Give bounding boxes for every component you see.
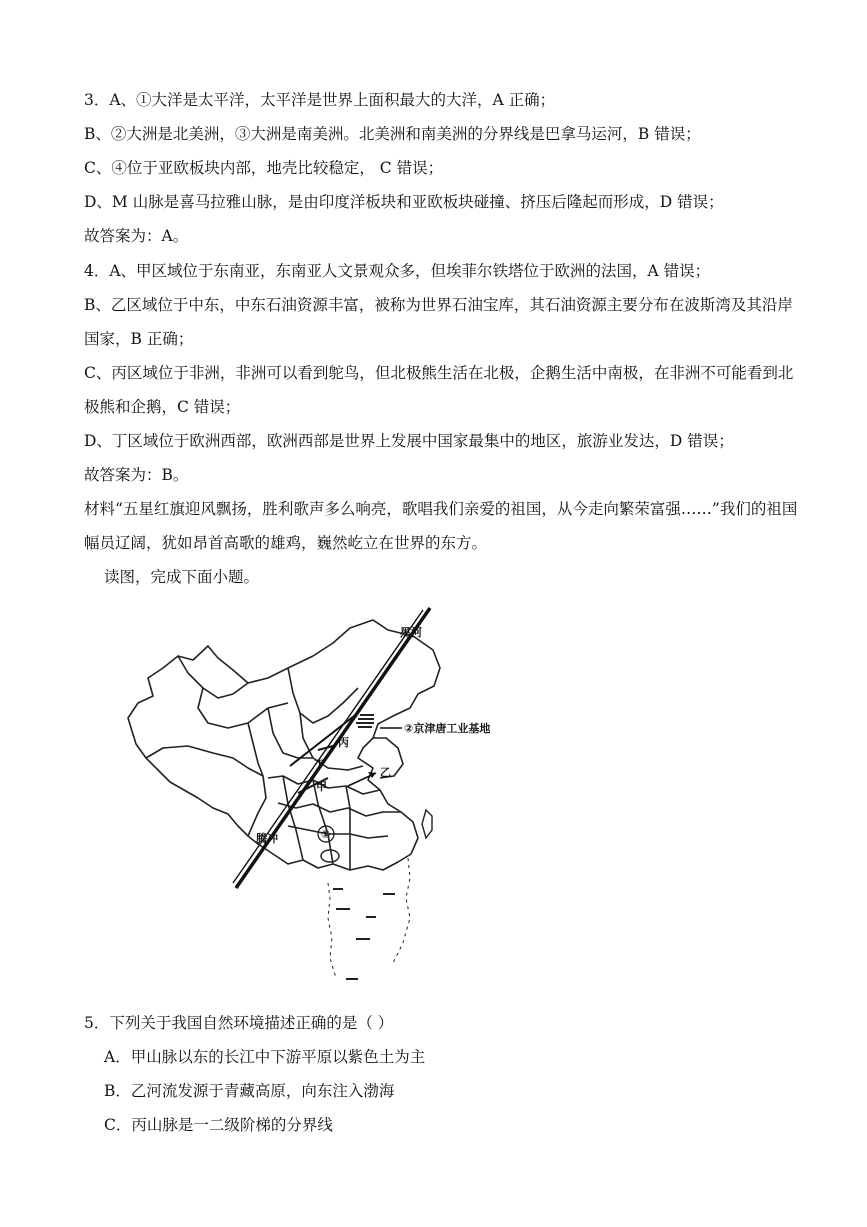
- china-map-svg: [118, 598, 491, 998]
- q3-option-d: D、M 山脉是喜马拉雅山脉，是由印度洋板块和亚欧板块碰撞、挤压后隆起而形成，D 错误；: [84, 193, 724, 211]
- material-line1: 材料“五星红旗迎风飘扬，胜利歌声多么响亮，歌唱我们亲爱的祖国，从今走向繁荣富强……”我们的祖国: [84, 500, 798, 518]
- q5-stem: 5．下列关于我国自然环境描述正确的是（ ）: [84, 1014, 394, 1032]
- q3-answer: 故答案为：A。: [84, 227, 189, 245]
- q4-option-c-line1: C、丙区域位于非洲，非洲可以看到鸵鸟，但北极熊生活在北极，企鹅生活中南极，在非洲不可能看到北: [84, 364, 794, 382]
- map-hatch-jingjintang: [356, 714, 374, 728]
- q4-answer: 故答案为：B。: [84, 466, 189, 484]
- china-map-figure: [118, 598, 491, 998]
- label-tengchong: 腾冲: [256, 832, 278, 845]
- q5-option-b[interactable]: B．乙河流发源于青藏高原，向东注入渤海: [104, 1082, 395, 1100]
- map-instruction: 读图，完成下面小题。: [104, 568, 260, 586]
- hu-line-heihe-tengchong: [236, 608, 430, 888]
- label-heihe: 黑河: [400, 626, 422, 639]
- q3-option-c: C、④位于亚欧板块内部，地壳比较稳定， C 错误；: [84, 159, 444, 177]
- south-china-sea-islands: [333, 888, 395, 980]
- q4-option-b-line2: 国家，B 正确；: [84, 330, 194, 348]
- label-jingjintang: ②京津唐工业基地: [404, 722, 491, 735]
- q3-option-a: 3．A、①大洋是太平洋，太平洋是世界上面积最大的大洋，A 正确；: [84, 91, 556, 109]
- q5-option-a[interactable]: A．甲山脉以东的长江中下游平原以紫色土为主: [104, 1048, 426, 1066]
- label-jia: 甲: [316, 780, 327, 793]
- china-outline: [128, 620, 440, 870]
- nine-dash-line-right: [393, 858, 410, 963]
- label-ding: 丁: [314, 758, 325, 771]
- q4-option-a: 4．A、甲区域位于东南亚，东南亚人文景观众多，但埃菲尔铁塔位于欧洲的法国，A 错误；: [84, 262, 711, 280]
- q3-option-b: B、②大洲是北美洲，③大洲是南美洲。北美洲和南美洲的分界线是巴拿马运河，B 错误；: [84, 125, 701, 143]
- taiwan-island: [422, 810, 432, 838]
- label-circle-1: ①: [321, 828, 331, 841]
- q4-option-b-line1: B、乙区域位于中东，中东石油资源丰富，被称为世界石油宝库，其石油资源主要分布在波斯湾及其沿岸: [84, 296, 793, 314]
- q5-option-c[interactable]: C．丙山脉是一二级阶梯的分界线: [104, 1116, 333, 1134]
- label-bing: 丙: [338, 736, 349, 749]
- q4-option-d: D、丁区域位于欧洲西部，欧洲西部是世界上发展中国家最集中的地区，旅游业发达，D 错误；: [84, 432, 734, 450]
- hainan-island: [321, 850, 339, 862]
- q4-option-c-line2: 极熊和企鹅，C 错误；: [84, 398, 241, 416]
- label-yi: 乙: [380, 766, 391, 779]
- nine-dash-line-left: [328, 883, 336, 978]
- material-line2: 幅员辽阔，犹如昂首高歌的雄鸡，巍然屹立在世界的东方。: [84, 534, 488, 552]
